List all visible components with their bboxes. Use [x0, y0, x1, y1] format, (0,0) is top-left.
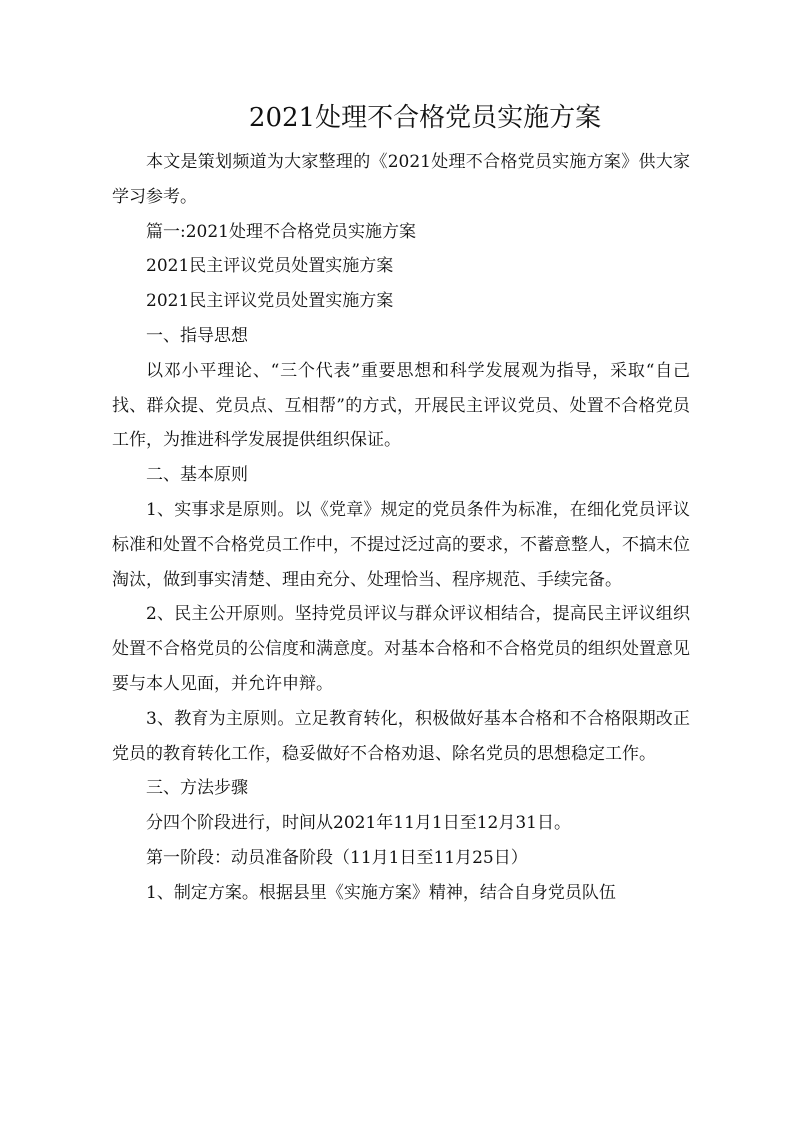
paragraph-guiding-thought: 以邓小平理论、“三个代表”重要思想和科学发展观为指导，采取“自己找、群众提、党员点、互相帮”的方式，开展民主评议党员、处置不合格党员工作，为推进科学发展提供组织保证。	[112, 360, 690, 451]
paragraph-intro: 本文是策划频道为大家整理的《2021处理不合格党员实施方案》供大家学习参考。	[112, 152, 690, 207]
document-title: 2021处理不合格党员实施方案	[248, 103, 602, 133]
paragraph-subtitle-2: 2021民主评议党员处置实施方案	[146, 291, 394, 312]
paragraph-principle-1: 1、实事求是原则。以《党章》规定的党员条件为标准，在细化党员评议标准和处置不合格党员工作中，不提过泛过高的要求，不蓄意整人，不搞末位淘汰，做到事实清楚、理由充分、处理恰当、程序规范、手续完备。	[112, 499, 690, 590]
section-heading-methods-steps: 三、方法步骤	[146, 778, 248, 799]
paragraph-subtitle-1: 2021民主评议党员处置实施方案	[146, 256, 394, 277]
paragraph-phase-one: 第一阶段：动员准备阶段（11月1日至11月25日）	[146, 847, 528, 868]
paragraph-principle-2: 2、民主公开原则。坚持党员评议与群众评议相结合，提高民主评议组织处置不合格党员的公信度和满意度。对基本合格和不合格党员的组织处置意见要与本人见面，并允许申辩。	[112, 604, 690, 694]
paragraph-part-one-heading: 篇一:2021处理不合格党员实施方案	[146, 221, 416, 242]
section-heading-guiding-thought: 一、指导思想	[146, 325, 248, 346]
paragraph-step-1: 1、制定方案。根据县里《实施方案》精神，结合自身党员队伍	[146, 882, 616, 903]
section-heading-basic-principles: 二、基本原则	[146, 465, 248, 486]
paragraph-schedule: 分四个阶段进行，时间从2021年11月1日至12月31日。	[146, 813, 571, 834]
document-body	[112, 145, 690, 911]
paragraph-principle-3: 3、教育为主原则。立足教育转化，积极做好基本合格和不合格限期改正党员的教育转化工作，稳妥做好不合格劝退、除名党员的思想稳定工作。	[112, 708, 690, 764]
